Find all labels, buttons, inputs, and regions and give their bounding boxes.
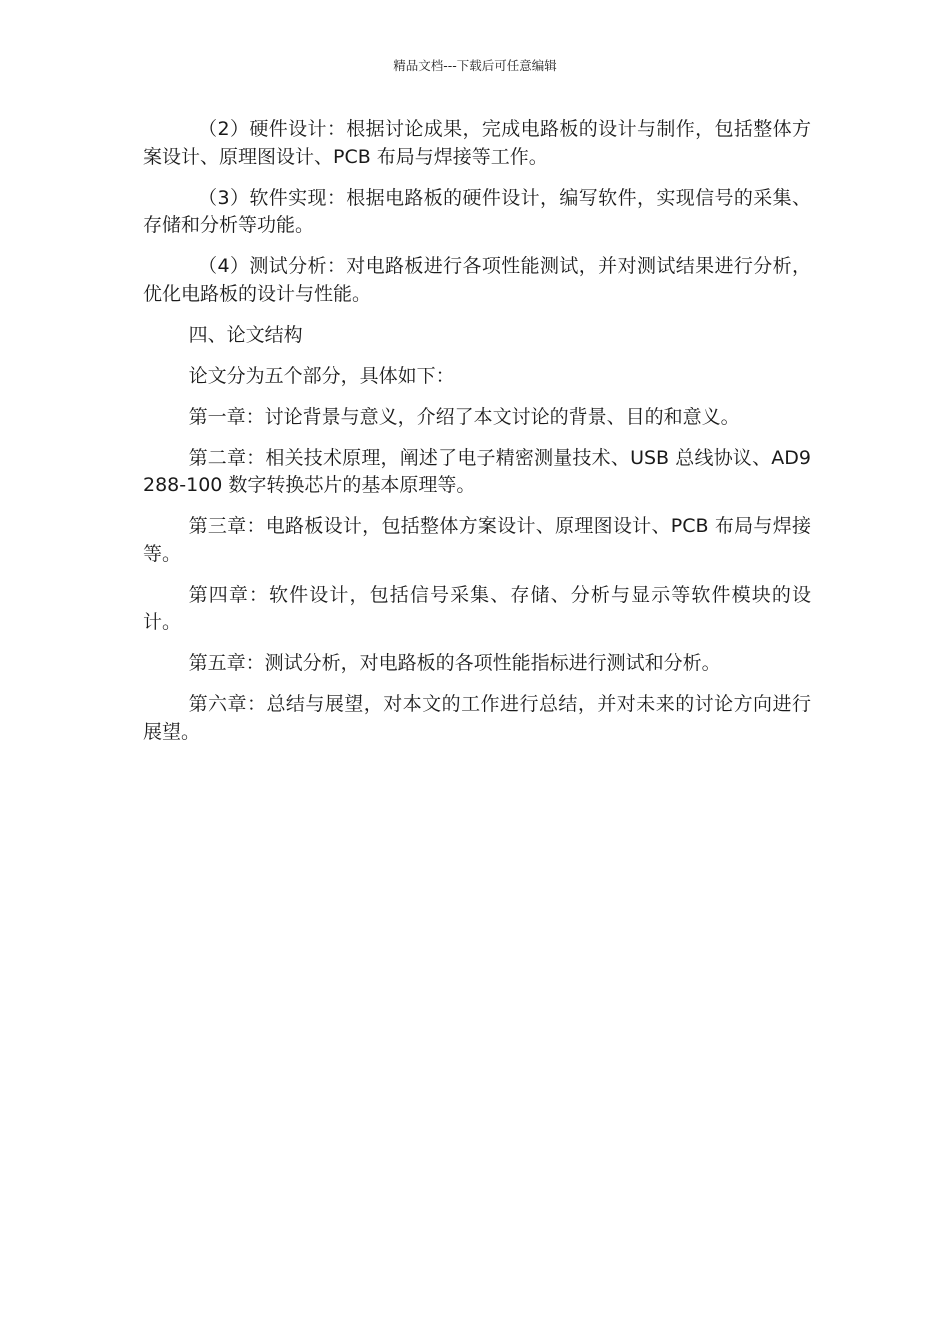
paragraph-chapter-1: 第一章：讨论背景与意义，介绍了本文讨论的背景、目的和意义。 (188, 405, 740, 428)
paragraph-hardware-design: （2）硬件设计：根据讨论成果，完成电路板的设计与制作，包括整体方案设计、原理图设计、PCB 布局与焊接等工作。 (143, 118, 811, 168)
section-heading-thesis-structure: 四、论文结构 (188, 323, 303, 346)
paragraph-software-implementation: （3）软件实现：根据电路板的硬件设计，编写软件，实现信号的采集、存储和分析等功能。 (143, 186, 811, 236)
paragraph-chapter-6: 第六章：总结与展望，对本文的工作进行总结，并对未来的讨论方向进行展望。 (143, 693, 811, 743)
paragraph-structure-intro: 论文分为五个部分，具体如下： (188, 364, 455, 387)
document-body (143, 116, 811, 760)
page-header: 精品文档---下载后可任意编辑 (393, 58, 557, 73)
paragraph-chapter-4: 第四章：软件设计，包括信号采集、存储、分析与显示等软件模块的设计。 (143, 583, 811, 633)
paragraph-chapter-2: 第二章：相关技术原理，阐述了电子精密测量技术、USB 总线协议、AD9288-100 数字转换芯片的基本原理等。 (143, 446, 811, 496)
paragraph-chapter-3: 第三章：电路板设计，包括整体方案设计、原理图设计、PCB 布局与焊接等。 (143, 515, 811, 565)
paragraph-chapter-5: 第五章：测试分析，对电路板的各项性能指标进行测试和分析。 (188, 652, 721, 674)
paragraph-test-analysis: （4）测试分析：对电路板进行各项性能测试，并对测试结果进行分析，优化电路板的设计与性能。 (143, 255, 811, 305)
